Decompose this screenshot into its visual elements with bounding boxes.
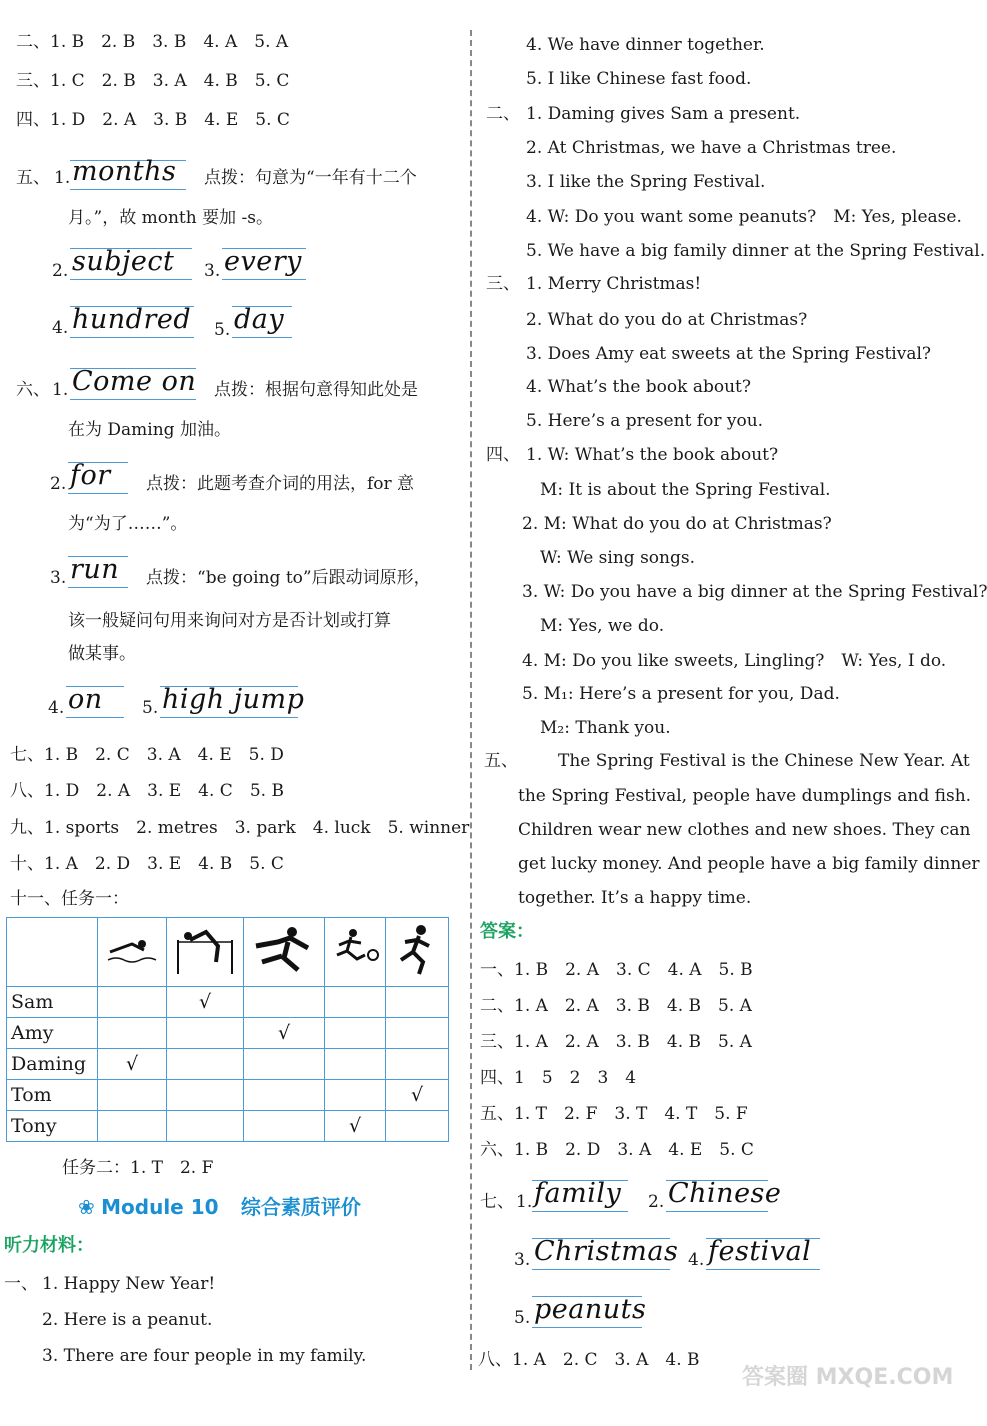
handwritten-answer <box>532 1294 647 1330</box>
listening-5-label: 五、 <box>484 751 518 771</box>
table-cell <box>386 1111 449 1142</box>
answer-list: 1. A 2. A 3. B 4. B 5. A <box>514 996 752 1016</box>
listening-line: 1. Happy New Year! <box>42 1274 216 1294</box>
handwritten-answer <box>70 366 196 402</box>
section-9-answers <box>10 816 469 840</box>
answer-word: family <box>534 1178 622 1209</box>
dialogue-line: M: It is about the Spring Festival. <box>540 480 831 500</box>
answer-row <box>480 994 752 1018</box>
item-number: 5. <box>514 1308 531 1328</box>
section-label: 八、 <box>10 781 44 801</box>
answer-word: on <box>68 684 103 715</box>
hint-text: 点拨：根据句意得知此处是 <box>214 380 418 400</box>
handwritten-answer <box>70 156 186 192</box>
handwritten-answer <box>666 1178 782 1214</box>
answer-word: for <box>70 460 111 491</box>
task-2-answers: 任务二：1. T 2. F <box>62 1158 214 1178</box>
table-cell <box>98 1018 167 1049</box>
answer-word: every <box>224 246 302 277</box>
handwritten-answer <box>532 1178 628 1214</box>
table-cell <box>167 1049 244 1080</box>
swimming-icon <box>98 918 167 987</box>
hint-text: 在为 Daming 加油。 <box>68 420 231 440</box>
table-cell <box>244 1080 325 1111</box>
hint-text: 点拨：“be going to”后跟动词原形， <box>146 568 431 588</box>
handwritten-answer <box>70 304 194 340</box>
table-cell <box>244 987 325 1018</box>
item-number: 5. <box>142 698 159 718</box>
table-cell <box>325 1080 386 1111</box>
table-cell <box>98 1080 167 1111</box>
tick-mark: √ <box>98 1049 167 1080</box>
table-cell <box>98 1111 167 1142</box>
listening-line: 4. We have dinner together. <box>526 35 765 55</box>
answers-heading: 答案： <box>480 921 534 942</box>
hint-text: 为“为了……”。 <box>68 514 188 534</box>
section-label: 三、 <box>480 1032 514 1052</box>
section-label: 二、 <box>480 996 514 1016</box>
dialogue-line: W: We sing songs. <box>540 548 695 568</box>
table-cell <box>167 1080 244 1111</box>
section-label: 四、 <box>16 110 50 130</box>
football-icon <box>325 918 386 987</box>
answer-row <box>478 1348 700 1372</box>
answer-list: 1. D 2. A 3. B 4. E 5. C <box>50 110 290 130</box>
table-row <box>7 1111 449 1142</box>
hint-text: 做某事。 <box>68 644 136 664</box>
section-label: 七、 <box>10 745 44 765</box>
dialogue-line: 4. M: Do you like sweets, Lingling? W: Yes, I do. <box>522 651 947 671</box>
answer-word: day <box>234 304 285 335</box>
handwritten-answer <box>68 554 128 590</box>
watermark-logo <box>742 1338 954 1418</box>
passage-line: together. It’s a happy time. <box>518 888 752 908</box>
long-jump-icon <box>244 918 325 987</box>
dialogue-line: M: Yes, we do. <box>540 616 665 636</box>
student-name: Tony <box>7 1111 98 1142</box>
table-cell <box>325 1018 386 1049</box>
item-number: 2. <box>648 1192 665 1212</box>
listening-line: 2. What do you do at Christmas? <box>526 310 808 330</box>
section-10-answers <box>10 852 284 876</box>
answer-list: 1. sports 2. metres 3. park 4. luck 5. winner <box>44 818 470 838</box>
section-7-answers <box>10 743 284 767</box>
answer-list: 1. D 2. A 3. E 4. C 5. B <box>44 781 284 801</box>
dialogue-line: M₂: Thank you. <box>540 718 671 738</box>
table-cell <box>167 1018 244 1049</box>
item-number: 3. <box>204 261 221 281</box>
answer-word: hundred <box>72 304 192 335</box>
listening-line: 3. Does Amy eat sweets at the Spring Festival? <box>526 344 932 364</box>
tick-mark: √ <box>167 987 244 1018</box>
answer-list: 1 5 2 3 4 <box>514 1068 637 1088</box>
student-name: Amy <box>7 1018 98 1049</box>
watermark-text: 答案圈 MXQE.COM <box>742 1365 954 1390</box>
answer-row <box>480 1030 752 1054</box>
answer-7-label: 七、 <box>480 1192 514 1212</box>
handwritten-answer <box>68 460 128 496</box>
listening-line: 5. I like Chinese fast food. <box>526 69 752 89</box>
item-number: 2. <box>50 474 67 494</box>
listening-line: 2. At Christmas, we have a Christmas tree. <box>526 138 897 158</box>
section-label: 九、 <box>10 818 44 838</box>
section-label: 四、 <box>480 1068 514 1088</box>
handwritten-answer <box>706 1236 820 1272</box>
section-label: 二、 <box>16 32 50 52</box>
item-number: 4. <box>52 318 69 338</box>
listening-1-label: 一、 <box>4 1274 38 1294</box>
section-label: 八、 <box>478 1350 512 1370</box>
section-4-answers <box>16 108 290 132</box>
listening-line: 5. Here’s a present for you. <box>526 411 764 431</box>
answer-list: 1. A 2. C 3. A 4. B <box>512 1350 700 1370</box>
item-number: 4. <box>48 698 65 718</box>
module-title: Module 10 <box>101 1195 219 1219</box>
table-cell <box>325 987 386 1018</box>
paw-icon: ❀ <box>78 1195 95 1219</box>
section-label: 五、 <box>480 1104 514 1124</box>
answer-list: 1. B 2. D 3. A 4. E 5. C <box>514 1140 754 1160</box>
item-number: 1. <box>52 380 69 400</box>
passage-line: Children wear new clothes and new shoes. They can <box>518 820 971 840</box>
section-11-label: 十一、任务一： <box>10 889 129 909</box>
listening-2-label: 二、 <box>486 104 520 124</box>
sports-table <box>6 917 449 1142</box>
handwritten-answer <box>66 684 124 720</box>
item-number: 2. <box>52 261 69 281</box>
table-cell <box>325 1049 386 1080</box>
table-cell <box>98 987 167 1018</box>
table-corner-cell <box>7 918 98 987</box>
high-jump-icon <box>167 918 244 987</box>
section-label: 六、 <box>480 1140 514 1160</box>
dialogue-line: 3. W: Do you have a big dinner at the Spring Festival? <box>522 582 987 602</box>
answer-word: Come on <box>72 366 197 397</box>
section-6-label: 六、 <box>16 380 50 400</box>
handwritten-answer <box>532 1236 679 1272</box>
column-divider <box>470 30 472 1370</box>
listening-line: 3. I like the Spring Festival. <box>526 172 766 192</box>
table-cell <box>386 1018 449 1049</box>
dialogue-line: 5. M₁: Here’s a present for you, Dad. <box>522 684 840 704</box>
tick-mark: √ <box>244 1018 325 1049</box>
table-cell <box>244 1049 325 1080</box>
item-number: 4. <box>688 1250 705 1270</box>
listening-line: 3. There are four people in my family. <box>42 1346 367 1366</box>
listening-heading: 听力材料： <box>4 1235 94 1256</box>
item-number: 1. <box>54 168 71 188</box>
table-row <box>7 1049 449 1080</box>
tick-mark: √ <box>386 1080 449 1111</box>
hint-text: 该一般疑问句用来询问对方是否计划或打算 <box>68 611 391 631</box>
answer-row <box>480 1102 748 1126</box>
listening-line: 5. We have a big family dinner at the Spring Festival. <box>526 241 986 261</box>
table-cell <box>386 987 449 1018</box>
item-number: 3. <box>514 1250 531 1270</box>
answer-list: 1. C 2. B 3. A 4. B 5. C <box>50 71 290 91</box>
answer-row <box>480 958 753 982</box>
running-icon <box>386 918 449 987</box>
handwritten-answer <box>70 246 192 282</box>
student-name: Tom <box>7 1080 98 1111</box>
answer-word: subject <box>72 246 175 277</box>
answer-list: 1. A 2. A 3. B 4. B 5. A <box>514 1032 752 1052</box>
answer-list: 1. B 2. B 3. B 4. A 5. A <box>50 32 289 52</box>
table-row <box>7 1018 449 1049</box>
listening-4-label: 四、 <box>486 445 520 465</box>
section-2-answers <box>16 30 288 54</box>
answer-row <box>480 1138 754 1162</box>
listening-line: 1. Daming gives Sam a present. <box>526 104 801 124</box>
hint-text: 点拨：句意为“一年有十二个 <box>204 168 417 188</box>
hint-text: 点拨：此题考查介词的用法，for 意 <box>146 474 415 494</box>
tick-mark: √ <box>325 1111 386 1142</box>
section-label: 一、 <box>480 960 514 980</box>
answer-word: festival <box>708 1236 812 1267</box>
answer-word: months <box>72 156 177 187</box>
answer-list: 1. B 2. A 3. C 4. A 5. B <box>514 960 753 980</box>
answer-list: 1. T 2. F 3. T 4. T 5. F <box>514 1104 748 1124</box>
section-3-answers <box>16 69 289 93</box>
answer-list: 1. A 2. D 3. E 4. B 5. C <box>44 854 284 874</box>
item-number: 5. <box>214 320 231 340</box>
answer-row <box>480 1066 636 1090</box>
passage-line: The Spring Festival is the Chinese New Year. At <box>558 751 970 771</box>
listening-line: 4. What’s the book about? <box>526 377 751 397</box>
answer-word: peanuts <box>534 1294 647 1325</box>
passage-line: get lucky money. And people have a big family dinner <box>518 854 980 874</box>
section-5-label: 五、 <box>16 168 50 188</box>
module-heading <box>78 1193 361 1221</box>
section-label: 十、 <box>10 854 44 874</box>
table-row <box>7 987 449 1018</box>
table-header-row <box>7 918 449 987</box>
section-8-answers <box>10 779 284 803</box>
table-cell <box>167 1111 244 1142</box>
passage-line: the Spring Festival, people have dumplings and fish. <box>518 786 972 806</box>
table-cell <box>244 1111 325 1142</box>
student-name: Daming <box>7 1049 98 1080</box>
answer-word: Chinese <box>668 1178 782 1209</box>
listening-3-label: 三、 <box>486 274 520 294</box>
table-row <box>7 1080 449 1111</box>
answer-list: 1. B 2. C 3. A 4. E 5. D <box>44 745 284 765</box>
answer-word: Christmas <box>534 1236 679 1267</box>
table-cell <box>386 1049 449 1080</box>
module-subtitle: 综合素质评价 <box>240 1195 361 1219</box>
dialogue-line: 2. M: What do you do at Christmas? <box>522 514 832 534</box>
item-number: 3. <box>50 568 67 588</box>
section-label: 三、 <box>16 71 50 91</box>
listening-line: 1. Merry Christmas! <box>526 274 702 294</box>
listening-line: 4. W: Do you want some peanuts? M: Yes, please. <box>526 207 962 227</box>
listening-line: 2. Here is a peanut. <box>42 1310 213 1330</box>
handwritten-answer <box>222 246 306 282</box>
dialogue-line: 1. W: What’s the book about? <box>526 445 779 465</box>
answer-word: run <box>70 554 120 585</box>
student-name: Sam <box>7 987 98 1018</box>
item-number: 1. <box>516 1192 533 1212</box>
handwritten-answer <box>232 304 292 340</box>
answer-word: high jump <box>162 684 305 715</box>
hint-text: 月。”，故 month 要加 -s。 <box>68 208 273 228</box>
handwritten-answer <box>160 684 305 720</box>
